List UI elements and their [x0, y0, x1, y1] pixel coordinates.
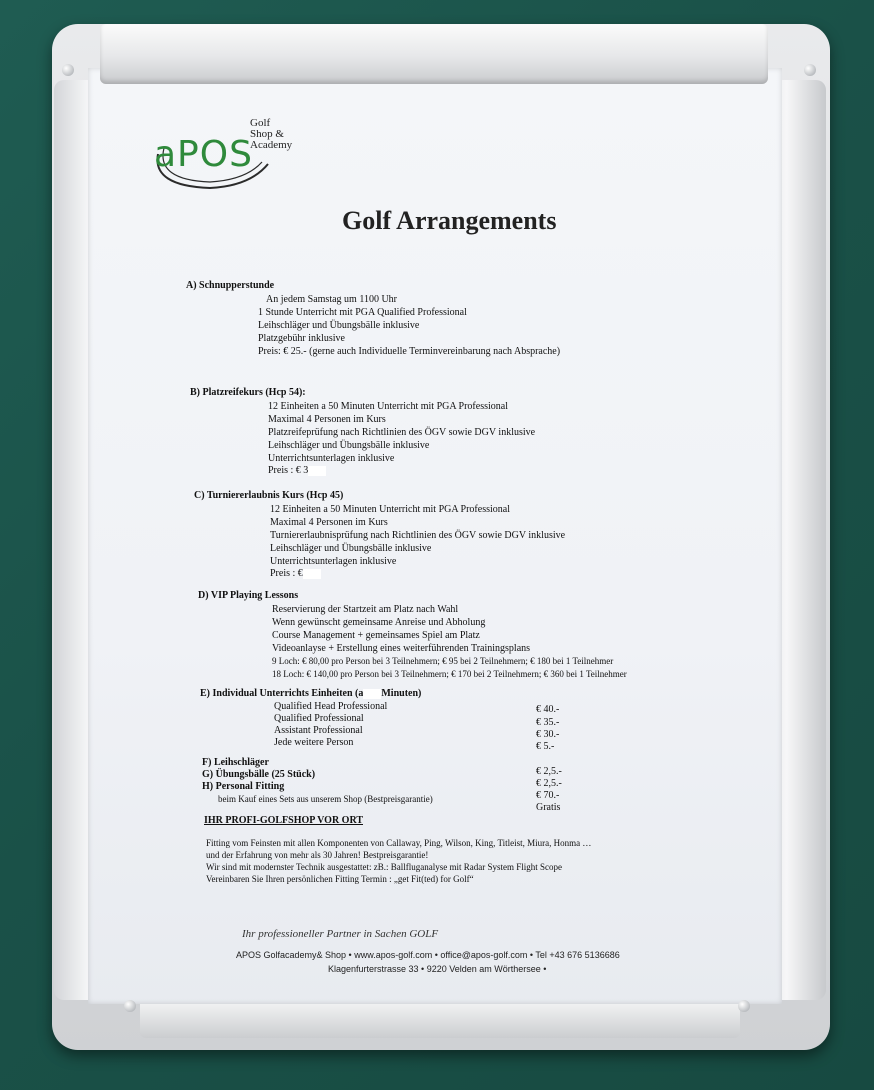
section-a-line: An jedem Samstag um 1100 Uhr [266, 294, 398, 305]
section-h-label: H) Personal Fitting [202, 781, 285, 792]
frame-corner-rivet [124, 1000, 136, 1012]
section-d-line: Videoanlayse + Erstellung eines weiterführenden Trainingsplans [272, 643, 531, 654]
poster-paper [88, 68, 782, 1004]
section-e-row-price: € 30.- [536, 729, 560, 740]
section-e-heading [200, 688, 421, 699]
section-g-label: G) Übungsbälle (25 Stück) [202, 769, 316, 780]
section-a-line: Platzgebühr inklusive [258, 333, 345, 344]
section-e-row-label: Qualified Professional [274, 713, 364, 724]
section-b-price-text: Preis : € 3 [268, 465, 309, 476]
section-c-line: Unterrichtsunterlagen inklusive [270, 556, 397, 567]
section-b-line: Unterrichtsunterlagen inklusive [268, 453, 395, 464]
redacted-mark [363, 689, 381, 699]
logo-line-1: Golf [250, 117, 271, 129]
section-c-line: Maximal 4 Personen im Kurs [270, 517, 388, 528]
section-c-line: Turniererlaubnisprüfung nach Richtlinien des ÖGV sowie DGV inklusive [270, 530, 566, 541]
section-h-sub: beim Kauf eines Sets aus unserem Shop (Bestpreisgarantie) [218, 794, 433, 804]
shop-line: Vereinbaren Sie Ihren persönlichen Fitting Termin : „get Fit(ted) for Golf“ [206, 874, 474, 884]
section-e-heading-post: Minuten) [381, 688, 422, 699]
section-h-price: € 70.- [536, 790, 560, 801]
section-h-sub-price: Gratis [536, 802, 561, 813]
section-e-heading-pre: E) Individual Unterrichts Einheiten (a [200, 688, 364, 699]
redacted-mark [308, 466, 326, 476]
shop-heading: IHR PROFI-GOLFSHOP VOR ORT [204, 815, 363, 826]
section-g-price: € 2,5.- [536, 778, 562, 789]
section-a-line: Leihschläger und Übungsbälle inklusive [258, 320, 420, 331]
section-c-price-text: Preis : € [270, 568, 303, 579]
footer-contact: APOS Golfacademy& Shop • www.apos-golf.com • office@apos-golf.com • Tel +43 676 5136686 [236, 950, 620, 960]
section-d-line: 18 Loch: € 140,00 pro Person bei 3 Teilnehmern; € 170 bei 2 Teilnehmern; € 360 bei 1 Teilnehmer [272, 669, 627, 679]
section-b-heading: B) Platzreifekurs (Hcp 54): [190, 387, 306, 398]
section-a-line: 1 Stunde Unterricht mit PGA Qualified Professional [258, 307, 467, 318]
frame-rail-top [100, 24, 768, 84]
section-e-row-label: Qualified Head Professional [274, 701, 388, 712]
frame-corner-rivet [738, 1000, 750, 1012]
page-title: Golf Arrangements [342, 206, 557, 235]
logo-line-3: Academy [250, 139, 293, 151]
section-d-line: Wenn gewünscht gemeinsame Anreise und Abholung [272, 617, 486, 628]
section-f-label: F) Leihschläger [202, 757, 269, 768]
section-c-price [270, 568, 321, 579]
frame-corner-rivet [62, 64, 74, 76]
section-d-line: Reservierung der Startzeit am Platz nach Wahl [272, 604, 459, 615]
section-b-line: 12 Einheiten a 50 Minuten Unterricht mit PGA Professional [268, 401, 508, 412]
section-d-line: Course Management + gemeinsames Spiel am Platz [272, 630, 480, 641]
shop-line: Wir sind mit modernster Technik ausgestattet: zB.: Ballfluganalyse mit Radar System Flight Scope [206, 862, 563, 872]
section-b-price [268, 465, 326, 476]
section-f-price: € 2,5.- [536, 766, 562, 777]
section-d-heading: D) VIP Playing Lessons [198, 590, 299, 601]
apos-logo [150, 112, 320, 192]
logo-line-2: Shop & [250, 128, 284, 140]
shop-line: und der Erfahrung von mehr als 30 Jahren! Bestpreisgarantie! [206, 850, 429, 860]
footer-address: Klagenfurterstrasse 33 • 9220 Velden am Wörthersee • [328, 964, 547, 974]
section-c-line: 12 Einheiten a 50 Minuten Unterricht mit PGA Professional [270, 504, 510, 515]
shop-line: Fitting vom Feinsten mit allen Komponenten von Callaway, Ping, Wilson, King, Titleist, Miura, Honma … [206, 838, 592, 848]
section-e-row-price: € 5.- [536, 741, 555, 752]
section-e-row-label: Assistant Professional [274, 725, 363, 736]
section-b-line: Leihschläger und Übungsbälle inklusive [268, 440, 430, 451]
logo-brand: aPOS [154, 134, 253, 175]
section-c-line: Leihschläger und Übungsbälle inklusive [270, 543, 432, 554]
frame-corner-rivet [804, 64, 816, 76]
section-c-heading: C) Turniererlaubnis Kurs (Hcp 45) [194, 490, 344, 501]
section-d-line: 9 Loch: € 80,00 pro Person bei 3 Teilnehmern; € 95 bei 2 Teilnehmern; € 180 bei 1 Teilnehmer [272, 656, 614, 666]
redacted-mark [303, 569, 321, 579]
section-b-line: Platzreifeprüfung nach Richtlinien des ÖGV sowie DGV inklusive [268, 427, 536, 438]
section-a-heading: A) Schnupperstunde [186, 280, 275, 291]
section-b-line: Maximal 4 Personen im Kurs [268, 414, 386, 425]
tagline: Ihr professioneller Partner in Sachen GOLF [242, 928, 439, 940]
logo-subtitle [250, 118, 330, 151]
section-e-row-label: Jede weitere Person [274, 737, 354, 748]
section-e-row-price: € 40.- [536, 704, 560, 715]
section-e-row-price: € 35.- [536, 717, 560, 728]
section-a-line: Preis: € 25.- (gerne auch Individuelle Terminvereinbarung nach Absprache) [258, 346, 561, 357]
